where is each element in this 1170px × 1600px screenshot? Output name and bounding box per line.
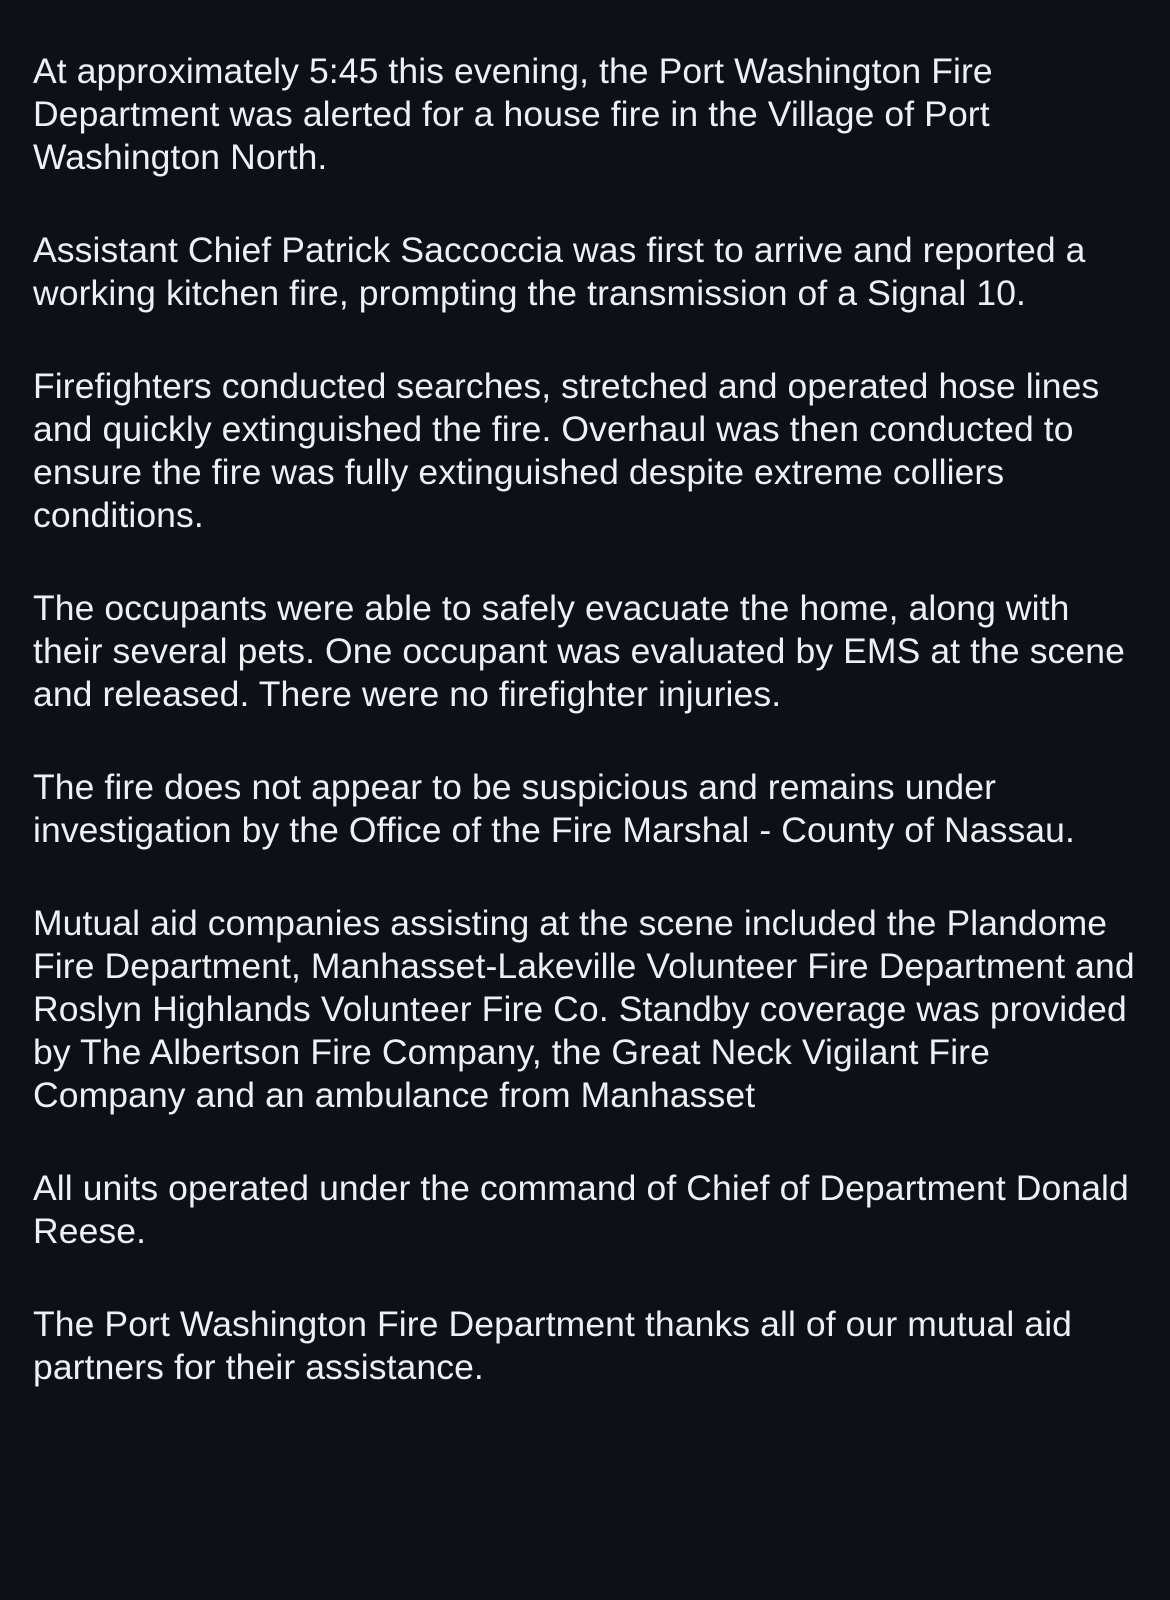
paragraph-command: All units operated under the command of Chief of Department Donald Reese.	[33, 1168, 1129, 1251]
paragraph-occupants: The occupants were able to safely evacuate the home, along with their several pets. One occupant was evaluated by EMS at the scene and released. There were no firefighter injuries.	[33, 588, 1125, 714]
paragraph-investigation: The fire does not appear to be suspicious and remains under investigation by the Office of the Fire Marshal - County of Nassau.	[33, 767, 1075, 850]
paragraph-first-arrival: Assistant Chief Patrick Saccoccia was first to arrive and reported a working kitchen fire, prompting the transmission of a Signal 10.	[33, 230, 1086, 313]
paragraph-alert: At approximately 5:45 this evening, the Port Washington Fire Department was alerted for a house fire in the Village of Port Washington North.	[33, 51, 993, 177]
paragraph-mutual-aid: Mutual aid companies assisting at the scene included the Plandome Fire Department, Manhasset-Lakeville Volunteer Fire Department and Roslyn Highlands Volunteer Fire Co. Standby coverage was provided by The Albertson Fire Company, the Great Neck Vigilant Fire Company and an ambulance from Manhasset	[33, 903, 1135, 1115]
paragraph-operations: Firefighters conducted searches, stretched and operated hose lines and quickly extinguished the fire. Overhaul was then conducted to ensure the fire was fully extinguished despite extreme colliers conditions.	[33, 366, 1100, 535]
paragraph-thanks: The Port Washington Fire Department thanks all of our mutual aid partners for their assistance.	[33, 1304, 1073, 1387]
